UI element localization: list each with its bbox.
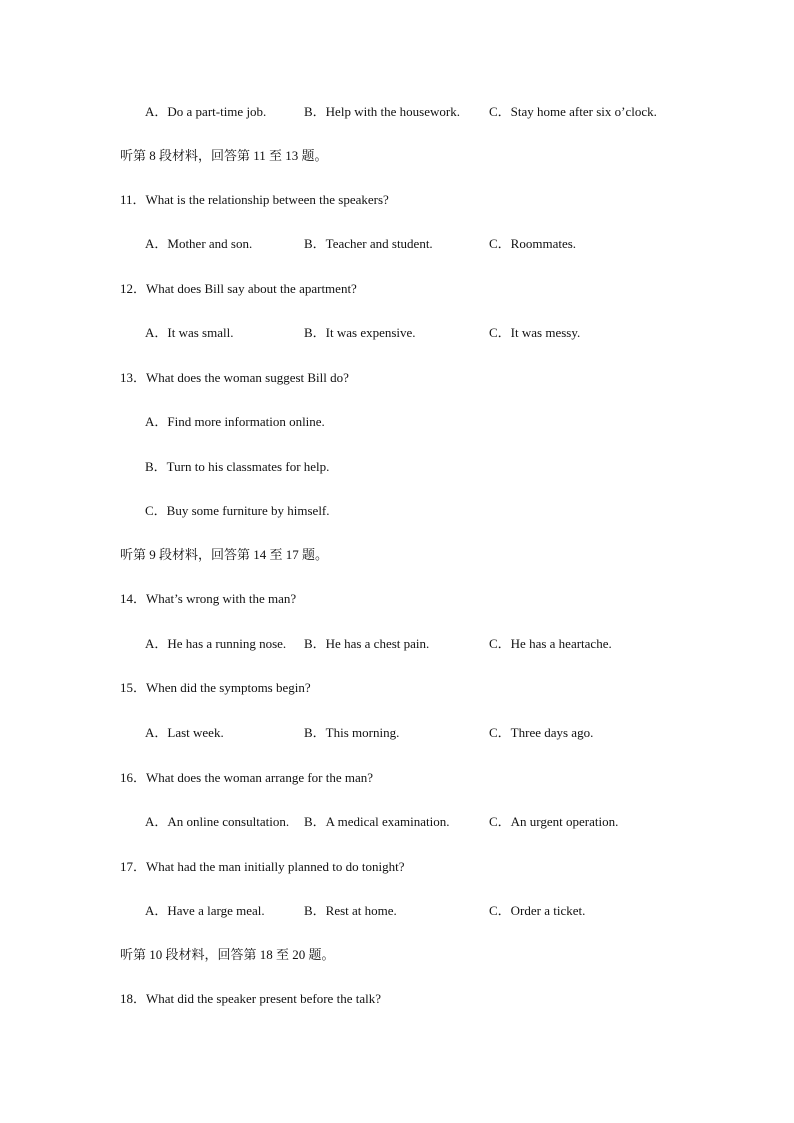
section-instruction: 听第 10 段材料，回答第 18 至 20 题。 [120, 947, 335, 962]
option-c: C．Order a ticket. [489, 903, 586, 918]
option-row [0, 901, 794, 921]
option-row [0, 234, 794, 254]
option-row [0, 457, 794, 477]
option-c: C．He has a heartache. [489, 636, 612, 651]
option-c: C．Stay home after six o’clock. [489, 104, 657, 119]
option-c: C．An urgent operation. [489, 814, 619, 829]
question-row [0, 989, 794, 1009]
section-instruction: 听第 8 段材料，回答第 11 至 13 题。 [120, 148, 328, 163]
option-row [0, 412, 794, 432]
option-a: A．Find more information online. [145, 414, 325, 429]
question-12: 12．What does Bill say about the apartment? [120, 281, 357, 296]
option-row [0, 501, 794, 521]
option-b: B．It was expensive. [304, 325, 416, 340]
option-b: B．Turn to his classmates for help. [145, 459, 330, 474]
question-13: 13．What does the woman suggest Bill do? [120, 370, 349, 385]
question-row [0, 857, 794, 877]
question-15: 15．When did the symptoms begin? [120, 680, 311, 695]
question-row [0, 368, 794, 388]
option-b: B．Rest at home. [304, 903, 397, 918]
option-row [0, 812, 794, 832]
option-c: C．Roommates. [489, 236, 577, 251]
question-row [0, 279, 794, 299]
option-row [0, 102, 794, 122]
section-header [0, 945, 794, 965]
question-row [0, 768, 794, 788]
question-row [0, 678, 794, 698]
option-b: B．Help with the housework. [304, 104, 460, 119]
option-c: C．Three days ago. [489, 725, 594, 740]
option-b: B．A medical examination. [304, 814, 450, 829]
option-c: C．It was messy. [489, 325, 581, 340]
section-header [0, 545, 794, 565]
option-c: C．Buy some furniture by himself. [145, 503, 330, 518]
option-a: A．Have a large meal. [145, 903, 265, 918]
question-14: 14．What’s wrong with the man? [120, 591, 297, 606]
section-instruction: 听第 9 段材料，回答第 14 至 17 题。 [120, 547, 329, 562]
section-header [0, 146, 794, 166]
option-a: A．Do a part-time job. [145, 104, 267, 119]
question-row [0, 589, 794, 609]
question-row [0, 190, 794, 210]
question-11: 11．What is the relationship between the speakers? [120, 192, 389, 207]
option-a: A．It was small. [145, 325, 234, 340]
option-row [0, 634, 794, 654]
question-16: 16．What does the woman arrange for the man? [120, 770, 374, 785]
option-b: B．Teacher and student. [304, 236, 433, 251]
option-row [0, 323, 794, 343]
option-a: A．He has a running nose. [145, 636, 287, 651]
option-a: A．Mother and son. [145, 236, 253, 251]
option-b: B．He has a chest pain. [304, 636, 430, 651]
option-a: A．An online consultation. [145, 814, 290, 829]
question-18: 18．What did the speaker present before the talk? [120, 991, 381, 1006]
option-a: A．Last week. [145, 725, 224, 740]
question-17: 17．What had the man initially planned to do tonight? [120, 859, 405, 874]
option-row [0, 723, 794, 743]
option-b: B．This morning. [304, 725, 400, 740]
